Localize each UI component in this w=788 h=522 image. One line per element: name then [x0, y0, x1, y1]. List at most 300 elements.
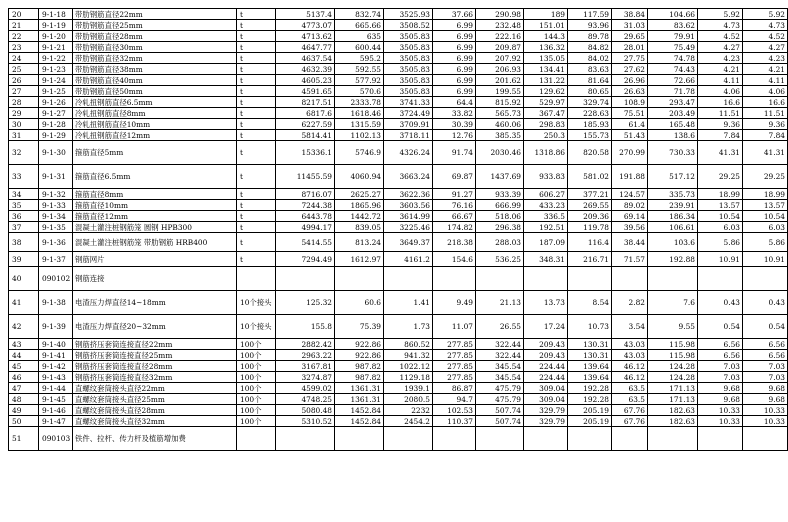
value-cell: 6.99 — [433, 86, 476, 97]
value-cell: 18.99 — [743, 189, 788, 200]
value-cell: 81.64 — [568, 75, 612, 86]
value-cell: 189 — [524, 9, 568, 20]
value-cell: 9.36 — [698, 119, 743, 130]
value-cell — [568, 427, 612, 451]
unit-cell: t — [237, 222, 276, 233]
item-code-cell: 9-1-31 — [39, 165, 73, 189]
value-cell: 4.06 — [743, 86, 788, 97]
value-cell: 507.74 — [476, 405, 524, 416]
value-cell: 89.78 — [568, 31, 612, 42]
value-cell — [476, 267, 524, 291]
unit-cell: 100个 — [237, 372, 276, 383]
value-cell: 4591.65 — [276, 86, 335, 97]
value-cell: 7294.49 — [276, 252, 335, 267]
table-body — [9, 9, 788, 451]
value-cell: 139.64 — [568, 372, 612, 383]
value-cell: 4.06 — [698, 86, 743, 97]
value-cell: 192.28 — [568, 394, 612, 405]
value-cell: 18.99 — [698, 189, 743, 200]
unit-cell: t — [237, 53, 276, 64]
value-cell: 63.5 — [612, 383, 648, 394]
value-cell: 0.43 — [698, 291, 743, 315]
value-cell: 1612.97 — [335, 252, 384, 267]
value-cell: 27.62 — [612, 64, 648, 75]
value-cell: 839.05 — [335, 222, 384, 233]
value-cell: 207.92 — [476, 53, 524, 64]
value-cell: 9.68 — [698, 394, 743, 405]
item-code-cell: 090103 — [39, 427, 73, 451]
value-cell: 6.56 — [698, 350, 743, 361]
value-cell: 205.19 — [568, 405, 612, 416]
value-cell: 5.92 — [743, 9, 788, 20]
value-cell: 433.23 — [524, 200, 568, 211]
value-cell: 129.62 — [524, 86, 568, 97]
table-row — [9, 165, 788, 189]
table-row — [9, 42, 788, 53]
value-cell: 75.51 — [612, 108, 648, 119]
unit-cell: t — [237, 20, 276, 31]
value-cell: 3603.56 — [384, 200, 433, 211]
item-code-cell: 9-1-39 — [39, 315, 73, 339]
item-name-cell: 带肋钢筋直径50mm — [73, 86, 237, 97]
value-cell: 5080.48 — [276, 405, 335, 416]
table-row — [9, 130, 788, 141]
value-cell: 329.79 — [524, 416, 568, 427]
value-cell: 6.99 — [433, 53, 476, 64]
value-cell: 2454.2 — [384, 416, 433, 427]
value-cell: 46.12 — [612, 361, 648, 372]
row-number-cell: 45 — [9, 361, 39, 372]
value-cell: 104.66 — [648, 9, 698, 20]
row-number-cell: 42 — [9, 315, 39, 339]
row-number-cell: 40 — [9, 267, 39, 291]
value-cell: 93.96 — [568, 20, 612, 31]
value-cell: 3.54 — [612, 315, 648, 339]
value-cell: 606.27 — [524, 189, 568, 200]
row-number-cell: 35 — [9, 200, 39, 211]
item-code-cell: 9-1-45 — [39, 394, 73, 405]
value-cell: 4599.02 — [276, 383, 335, 394]
rate-table — [8, 8, 788, 451]
item-name-cell: 箍筋直径12mm — [73, 211, 237, 222]
item-code-cell: 9-1-37 — [39, 252, 73, 267]
value-cell: 6443.78 — [276, 211, 335, 222]
value-cell: 171.13 — [648, 394, 698, 405]
item-code-cell: 9-1-40 — [39, 339, 73, 350]
unit-cell: t — [237, 252, 276, 267]
value-cell: 820.58 — [568, 141, 612, 165]
value-cell: 345.54 — [476, 372, 524, 383]
value-cell: 529.97 — [524, 97, 568, 108]
value-cell: 345.54 — [476, 361, 524, 372]
value-cell: 11.07 — [433, 315, 476, 339]
value-cell: 192.88 — [648, 252, 698, 267]
value-cell: 63.5 — [612, 394, 648, 405]
value-cell: 922.86 — [335, 350, 384, 361]
value-cell: 31.03 — [612, 20, 648, 31]
item-code-cell: 9-1-41 — [39, 350, 73, 361]
value-cell: 6.56 — [743, 339, 788, 350]
value-cell: 3505.83 — [384, 75, 433, 86]
value-cell: 1022.12 — [384, 361, 433, 372]
value-cell: 10.33 — [743, 416, 788, 427]
value-cell — [384, 267, 433, 291]
value-cell: 8.54 — [568, 291, 612, 315]
item-name-cell: 带肋钢筋直径40mm — [73, 75, 237, 86]
value-cell: 3525.93 — [384, 9, 433, 20]
value-cell: 9.68 — [743, 394, 788, 405]
value-cell: 43.03 — [612, 350, 648, 361]
value-cell: 5.86 — [698, 233, 743, 252]
unit-cell: 100个 — [237, 350, 276, 361]
unit-cell — [237, 427, 276, 451]
table-row — [9, 361, 788, 372]
unit-cell: 100个 — [237, 405, 276, 416]
value-cell: 3167.81 — [276, 361, 335, 372]
value-cell: 335.73 — [648, 189, 698, 200]
value-cell: 29.25 — [698, 165, 743, 189]
item-name-cell: 钢筋连接 — [73, 267, 237, 291]
value-cell: 1452.84 — [335, 405, 384, 416]
value-cell: 4.73 — [743, 20, 788, 31]
unit-cell: t — [237, 200, 276, 211]
value-cell: 592.55 — [335, 64, 384, 75]
value-cell: 86.87 — [433, 383, 476, 394]
value-cell: 155.8 — [276, 315, 335, 339]
value-cell: 151.01 — [524, 20, 568, 31]
value-cell: 209.87 — [476, 42, 524, 53]
value-cell: 134.41 — [524, 64, 568, 75]
unit-cell — [237, 267, 276, 291]
value-cell: 209.36 — [568, 211, 612, 222]
value-cell: 10.33 — [743, 405, 788, 416]
value-cell: 2963.22 — [276, 350, 335, 361]
value-cell: 4.23 — [698, 53, 743, 64]
value-cell: 29.65 — [612, 31, 648, 42]
item-name-cell: 电渣压力焊直径14~18mm — [73, 291, 237, 315]
unit-cell: t — [237, 31, 276, 42]
value-cell: 298.83 — [524, 119, 568, 130]
value-cell: 7.84 — [698, 130, 743, 141]
value-cell: 108.9 — [612, 97, 648, 108]
item-code-cell: 9-1-46 — [39, 405, 73, 416]
value-cell: 4.27 — [698, 42, 743, 53]
value-cell: 4.27 — [743, 42, 788, 53]
value-cell: 4.11 — [743, 75, 788, 86]
value-cell: 288.03 — [476, 233, 524, 252]
value-cell: 154.6 — [433, 252, 476, 267]
row-number-cell: 44 — [9, 350, 39, 361]
value-cell: 8716.07 — [276, 189, 335, 200]
table-row — [9, 189, 788, 200]
value-cell: 75.39 — [335, 315, 384, 339]
value-cell: 30.39 — [433, 119, 476, 130]
item-name-cell: 混凝土灌注桩钢筋笼 圆钢 HPB300 — [73, 222, 237, 233]
value-cell: 139.64 — [568, 361, 612, 372]
value-cell: 813.24 — [335, 233, 384, 252]
value-cell — [335, 267, 384, 291]
value-cell: 6.99 — [433, 64, 476, 75]
value-cell: 239.91 — [648, 200, 698, 211]
value-cell: 3622.36 — [384, 189, 433, 200]
value-cell: 3508.52 — [384, 20, 433, 31]
table-row — [9, 416, 788, 427]
table-row — [9, 291, 788, 315]
value-cell: 635 — [335, 31, 384, 42]
value-cell: 106.61 — [648, 222, 698, 233]
value-cell — [612, 267, 648, 291]
table-row — [9, 383, 788, 394]
value-cell: 2882.42 — [276, 339, 335, 350]
table-row — [9, 31, 788, 42]
value-cell: 39.56 — [612, 222, 648, 233]
value-cell: 1102.13 — [335, 130, 384, 141]
table-row — [9, 97, 788, 108]
value-cell: 581.02 — [568, 165, 612, 189]
value-cell: 182.63 — [648, 405, 698, 416]
row-number-cell: 43 — [9, 339, 39, 350]
row-number-cell: 23 — [9, 42, 39, 53]
value-cell: 79.91 — [648, 31, 698, 42]
value-cell: 322.44 — [476, 350, 524, 361]
value-cell: 666.99 — [476, 200, 524, 211]
value-cell: 89.02 — [612, 200, 648, 211]
value-cell: 26.63 — [612, 86, 648, 97]
value-cell: 191.88 — [612, 165, 648, 189]
value-cell: 3741.33 — [384, 97, 433, 108]
value-cell: 192.51 — [524, 222, 568, 233]
item-code-cell: 9-1-20 — [39, 31, 73, 42]
table-row — [9, 9, 788, 20]
value-cell: 3505.83 — [384, 64, 433, 75]
value-cell — [433, 267, 476, 291]
value-cell: 2030.46 — [476, 141, 524, 165]
table-row — [9, 141, 788, 165]
value-cell: 5310.52 — [276, 416, 335, 427]
item-name-cell: 带肋钢筋直径30mm — [73, 42, 237, 53]
value-cell: 1361.31 — [335, 394, 384, 405]
value-cell: 94.7 — [433, 394, 476, 405]
value-cell: 115.98 — [648, 350, 698, 361]
table-row — [9, 405, 788, 416]
value-cell: 1.73 — [384, 315, 433, 339]
value-cell: 367.47 — [524, 108, 568, 119]
item-code-cell: 9-1-29 — [39, 130, 73, 141]
value-cell: 277.85 — [433, 361, 476, 372]
item-code-cell: 9-1-36 — [39, 233, 73, 252]
item-code-cell: 9-1-24 — [39, 75, 73, 86]
value-cell: 1939.1 — [384, 383, 433, 394]
value-cell: 5.86 — [743, 233, 788, 252]
value-cell: 7.03 — [743, 372, 788, 383]
item-name-cell: 箍筋直径5mm — [73, 141, 237, 165]
value-cell: 3274.87 — [276, 372, 335, 383]
item-code-cell: 9-1-33 — [39, 200, 73, 211]
value-cell: 103.6 — [648, 233, 698, 252]
value-cell: 4632.39 — [276, 64, 335, 75]
table-row — [9, 20, 788, 31]
value-cell: 5414.55 — [276, 233, 335, 252]
value-cell: 185.93 — [568, 119, 612, 130]
value-cell: 17.24 — [524, 315, 568, 339]
unit-cell: t — [237, 141, 276, 165]
value-cell: 41.31 — [698, 141, 743, 165]
value-cell: 277.85 — [433, 372, 476, 383]
value-cell: 10.73 — [568, 315, 612, 339]
row-number-cell: 33 — [9, 165, 39, 189]
value-cell: 832.74 — [335, 9, 384, 20]
value-cell: 987.82 — [335, 372, 384, 383]
value-cell — [743, 267, 788, 291]
value-cell — [384, 427, 433, 451]
value-cell: 8217.51 — [276, 97, 335, 108]
row-number-cell: 37 — [9, 222, 39, 233]
value-cell: 1618.46 — [335, 108, 384, 119]
value-cell: 277.85 — [433, 339, 476, 350]
table-row — [9, 350, 788, 361]
value-cell: 4.21 — [743, 64, 788, 75]
row-number-cell: 30 — [9, 119, 39, 130]
value-cell: 7.03 — [743, 361, 788, 372]
value-cell: 69.87 — [433, 165, 476, 189]
value-cell — [568, 267, 612, 291]
table-row — [9, 108, 788, 119]
value-cell: 43.03 — [612, 339, 648, 350]
value-cell: 192.28 — [568, 383, 612, 394]
value-cell: 46.12 — [612, 372, 648, 383]
value-cell: 201.62 — [476, 75, 524, 86]
value-cell: 329.79 — [524, 405, 568, 416]
row-number-cell: 39 — [9, 252, 39, 267]
value-cell: 29.25 — [743, 165, 788, 189]
value-cell: 115.98 — [648, 339, 698, 350]
row-number-cell: 34 — [9, 189, 39, 200]
value-cell: 0.43 — [743, 291, 788, 315]
unit-cell: 100个 — [237, 416, 276, 427]
unit-cell: 100个 — [237, 394, 276, 405]
value-cell — [743, 427, 788, 451]
row-number-cell: 36 — [9, 211, 39, 222]
value-cell: 186.34 — [648, 211, 698, 222]
value-cell: 174.82 — [433, 222, 476, 233]
value-cell: 27.75 — [612, 53, 648, 64]
value-cell — [433, 427, 476, 451]
value-cell — [276, 427, 335, 451]
value-cell — [476, 427, 524, 451]
value-cell: 5746.9 — [335, 141, 384, 165]
value-cell: 4713.62 — [276, 31, 335, 42]
row-number-cell: 22 — [9, 31, 39, 42]
value-cell: 296.38 — [476, 222, 524, 233]
value-cell: 80.65 — [568, 86, 612, 97]
value-cell: 5814.41 — [276, 130, 335, 141]
value-cell: 10.33 — [698, 405, 743, 416]
value-cell: 941.32 — [384, 350, 433, 361]
item-name-cell: 钢筋挤压套筒连接直径28mm — [73, 361, 237, 372]
value-cell: 6817.6 — [276, 108, 335, 119]
unit-cell: t — [237, 189, 276, 200]
value-cell: 6.03 — [743, 222, 788, 233]
item-code-cell: 9-1-18 — [39, 9, 73, 20]
item-code-cell: 9-1-32 — [39, 189, 73, 200]
value-cell: 4060.94 — [335, 165, 384, 189]
value-cell: 665.66 — [335, 20, 384, 31]
value-cell: 4161.2 — [384, 252, 433, 267]
unit-cell: 10个接头 — [237, 315, 276, 339]
value-cell: 41.31 — [743, 141, 788, 165]
unit-cell: t — [237, 97, 276, 108]
item-code-cell: 9-1-25 — [39, 86, 73, 97]
value-cell: 71.78 — [648, 86, 698, 97]
item-name-cell: 箍筋直径8mm — [73, 189, 237, 200]
value-cell: 33.82 — [433, 108, 476, 119]
item-name-cell: 箍筋直径6.5mm — [73, 165, 237, 189]
value-cell: 3505.83 — [384, 86, 433, 97]
value-cell: 922.86 — [335, 339, 384, 350]
value-cell: 518.06 — [476, 211, 524, 222]
value-cell: 309.04 — [524, 394, 568, 405]
item-code-cell: 9-1-35 — [39, 222, 73, 233]
unit-cell: 100个 — [237, 361, 276, 372]
item-name-cell: 直螺纹套筒接头直径32mm — [73, 416, 237, 427]
value-cell: 130.31 — [568, 350, 612, 361]
value-cell: 119.78 — [568, 222, 612, 233]
item-name-cell: 混凝土灌注桩钢筋笼 带肋钢筋 HRB400 — [73, 233, 237, 252]
value-cell: 322.44 — [476, 339, 524, 350]
item-name-cell: 冷轧扭钢筋直径6.5mm — [73, 97, 237, 108]
value-cell: 4.23 — [743, 53, 788, 64]
unit-cell: 100个 — [237, 339, 276, 350]
value-cell: 171.13 — [648, 383, 698, 394]
table-row — [9, 394, 788, 405]
value-cell: 1318.86 — [524, 141, 568, 165]
value-cell: 21.13 — [476, 291, 524, 315]
value-cell: 10.54 — [743, 211, 788, 222]
value-cell: 3649.37 — [384, 233, 433, 252]
value-cell: 4994.17 — [276, 222, 335, 233]
item-name-cell: 冷轧扭钢筋直径8mm — [73, 108, 237, 119]
unit-cell: t — [237, 42, 276, 53]
value-cell: 64.4 — [433, 97, 476, 108]
value-cell: 124.28 — [648, 372, 698, 383]
value-cell: 84.82 — [568, 42, 612, 53]
table-row — [9, 119, 788, 130]
item-name-cell: 带肋钢筋直径22mm — [73, 9, 237, 20]
value-cell: 309.04 — [524, 383, 568, 394]
value-cell: 6227.59 — [276, 119, 335, 130]
value-cell: 10.91 — [698, 252, 743, 267]
value-cell: 11.51 — [743, 108, 788, 119]
value-cell: 270.99 — [612, 141, 648, 165]
value-cell: 4637.54 — [276, 53, 335, 64]
value-cell: 0.54 — [698, 315, 743, 339]
value-cell: 155.73 — [568, 130, 612, 141]
row-number-cell: 31 — [9, 130, 39, 141]
value-cell: 3614.99 — [384, 211, 433, 222]
item-code-cell: 9-1-47 — [39, 416, 73, 427]
value-cell: 348.31 — [524, 252, 568, 267]
value-cell: 136.32 — [524, 42, 568, 53]
value-cell: 84.02 — [568, 53, 612, 64]
value-cell: 860.52 — [384, 339, 433, 350]
table-row — [9, 267, 788, 291]
value-cell: 67.76 — [612, 416, 648, 427]
value-cell: 165.48 — [648, 119, 698, 130]
item-code-cell: 9-1-21 — [39, 42, 73, 53]
value-cell: 6.99 — [433, 75, 476, 86]
value-cell: 9.68 — [743, 383, 788, 394]
table-row — [9, 75, 788, 86]
